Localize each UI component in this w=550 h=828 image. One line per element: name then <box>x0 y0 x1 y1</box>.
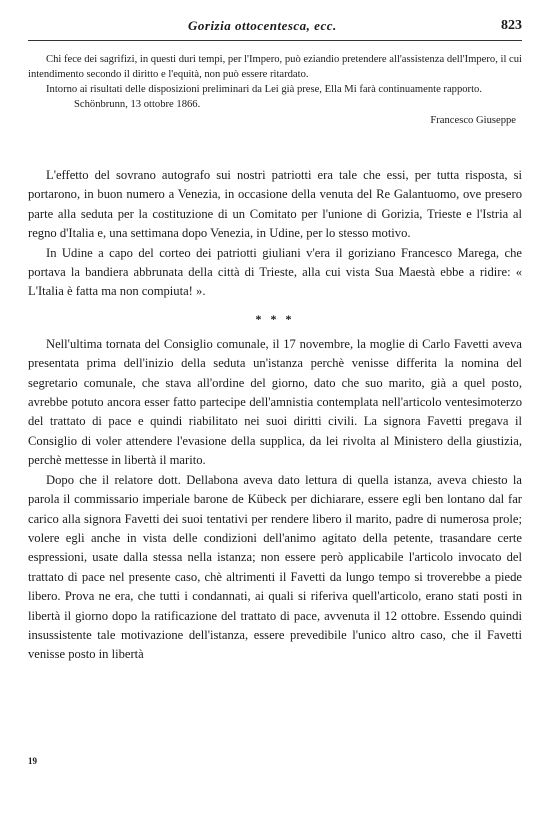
body-paragraph: L'effetto del sovrano autografo sui nostri patriotti era tale che essi, per tutta risposta, si portarono, in buon numero a Venezia, in occasione della venuta del Re Galantuomo, ove presero parte alla seduta per la costituzione di un Comitato per l'unione di Gorizia, Trieste e l'Istria al regno d'Italia e, una settimana dopo Venezia, in Udine, per lo stesso motivo. <box>28 168 522 241</box>
letter-signature: Francesco Giuseppe <box>430 115 516 126</box>
body-paragraph: In Udine a capo del corteo dei patriotti giuliani v'era il goriziano Francesco Marega, che portava la bandiera abbrunata della città di Trieste, alla cui vista Sua Maestà ebbe a ridire: « L'Italia è fatta ma non compiuta! ». <box>28 245 522 299</box>
quote-paragraph: Intorno ai risultati delle disposizioni preliminari da Lei già prese, Ella Mi farà continuamente rapporto. <box>46 84 482 95</box>
quoted-letter <box>28 52 522 129</box>
body-paragraph: Nell'ultima tornata del Consiglio comunale, il 17 novembre, la moglie di Carlo Favetti aveva presentata prima dell'inizio della seduta un'istanza perchè venisse differita la nomina del segretario comunale, che stava all'ordine del giorno, dato che suo marito, già a quel posto, avrebbe potuto ancora esser fatto partecipe dell'amnistia contemplata nell'articolo ventesimoterzo del trattato di pace e quindi riabilitato nei suoi diritti civili. La signora Favetti pregava il Consiglio di voler attendere l'evasione della supplica, da lei rivolta al Ministero della giustizia, perchè mettesse in libertà il marito. <box>28 336 522 468</box>
header-rule <box>28 40 522 41</box>
printer-signature-mark: 19 <box>28 756 37 766</box>
body-paragraph: Dopo che il relatore dott. Dellabona aveva dato lettura di quella istanza, aveva chiesto la parola il commissario imperiale barone de Kübeck per dichiarare, essere egli ben lontano dal far carico alla signora Favetti dei suoi tentativi per rendere libero il marito, padre di numerosa prole; volere egli anche in vista delle condizioni dell'animo agitato della petente, trasandare certe espressioni, usate dalla stessa nella istanza; non essere però applicabile l'articolo invocato del trattato di pace nel presente caso, chè altrimenti il Favetti da lungo tempo si troverebbe a piede libero. Prova ne era, che tutti i condannati, ai quali si riferiva quell'articolo, erano stati posti in libertà il giorno dopo la ratificazione del trattato di pace, avvenuta il 12 ottobre. Essendo quindi insussistente tale motivazione dell'istanza, essere prevedibile l'unico altro caso, che il Favetti venisse posto in libertà <box>28 472 522 662</box>
running-title: Gorizia ottocentesca, ecc. <box>188 18 337 33</box>
main-text <box>28 166 522 665</box>
letter-date: Schönbrunn, 13 ottobre 1866. <box>74 99 201 110</box>
section-separator: * * * <box>255 311 295 326</box>
running-head <box>28 18 522 40</box>
page-number: 823 <box>501 18 522 33</box>
quote-paragraph: Chi fece dei sagrifizi, in questi duri tempi, per l'Impero, può eziandio pretendere all'assistenza dell'Impero, il cui intendimento secondo il diritto e l'equità, non può essere ritardato. <box>28 54 522 80</box>
